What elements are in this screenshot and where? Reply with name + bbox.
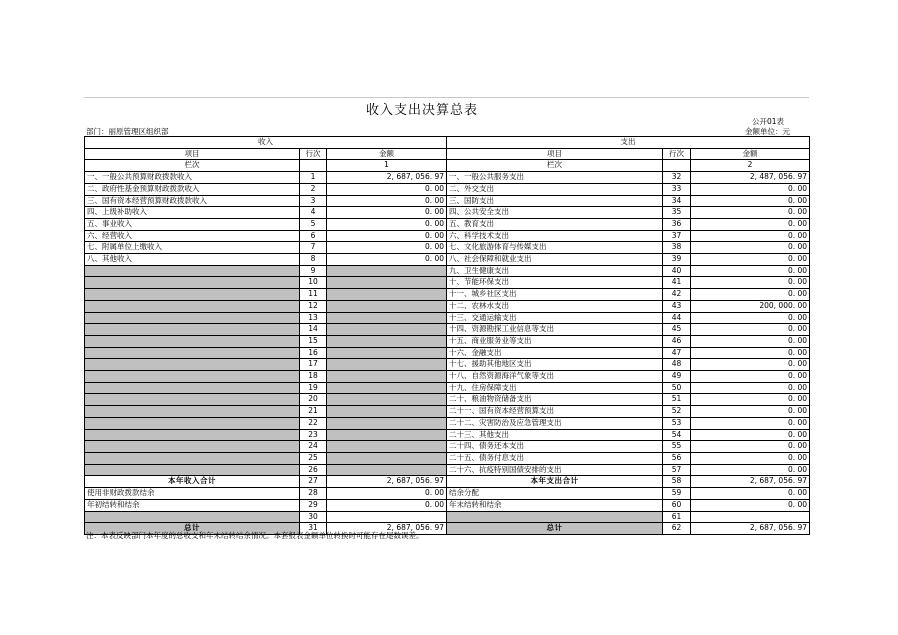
income-row-no: 2 [300,183,327,195]
expense-item: 结余分配 [447,488,663,500]
expense-amount-header: 金额 [691,148,810,160]
expense-header: 支出 [447,137,810,149]
table-row [85,488,810,500]
income-row-no: 30 [300,511,327,523]
income-column-label: 栏次 [85,160,300,172]
expense-item: 十六、金融支出 [447,347,663,359]
expense-item: 十四、资源勘探工业信息等支出 [447,324,663,336]
expense-amount: 0. 00 [691,230,810,242]
income-amount [327,464,447,476]
income-item: 年初结转和结余 [85,499,300,511]
expense-amount: 0. 00 [691,406,810,418]
table-row [85,511,810,523]
expense-item-header: 项目 [447,148,663,160]
expense-grand-label: 总计 [447,523,663,535]
expense-row-no: 54 [663,429,691,441]
table-row [85,359,810,371]
expense-amount: 0. 00 [691,417,810,429]
income-amount [327,394,447,406]
table-row [85,312,810,324]
income-item [85,452,300,464]
expense-item: 八、社会保障和就业支出 [447,254,663,266]
table-row [85,300,810,312]
section-header-row [85,137,810,149]
expense-amount: 0. 00 [691,452,810,464]
income-row-no: 4 [300,207,327,219]
income-row-no: 21 [300,406,327,418]
table-row [85,265,810,277]
income-row-no: 10 [300,277,327,289]
department-label: 部门：丽原管理区组织部 [86,127,169,136]
income-item [85,441,300,453]
table-row [85,347,810,359]
income-item [85,464,300,476]
income-row-no: 14 [300,324,327,336]
income-amount [327,452,447,464]
income-row-no: 11 [300,289,327,301]
expense-amount: 0. 00 [691,207,810,219]
expense-amount: 200, 000. 00 [691,300,810,312]
expense-row-no: 47 [663,347,691,359]
table-row [85,417,810,429]
expense-row-no: 39 [663,254,691,266]
income-row-no: 28 [300,488,327,500]
expense-amount: 0. 00 [691,183,810,195]
income-amount [327,417,447,429]
income-item: 三、国有资本经营预算财政拨款收入 [85,195,300,207]
expense-item: 十七、援助其他地区支出 [447,359,663,371]
expense-row-no: 49 [663,371,691,383]
expense-amount: 0. 00 [691,359,810,371]
expense-amount: 0. 00 [691,312,810,324]
expense-row-no: 60 [663,499,691,511]
expense-row-no: 45 [663,324,691,336]
expense-amount: 0. 00 [691,218,810,230]
table-row [85,254,810,266]
income-amount: 0. 00 [327,242,447,254]
income-grand-label: 总计 [85,523,300,535]
income-amount: 0. 00 [327,207,447,219]
expense-item: 二、外交支出 [447,183,663,195]
income-row-no: 24 [300,441,327,453]
income-item [85,382,300,394]
income-item [85,394,300,406]
expense-amount: 0. 00 [691,499,810,511]
expense-item: 十五、商业服务业等支出 [447,335,663,347]
report-title: 收入支出决算总表 [365,103,478,118]
income-amount: 0. 00 [327,488,447,500]
form-code: 公开01表 [752,117,785,126]
income-item [85,277,300,289]
expense-amount: 0. 00 [691,382,810,394]
income-item: 使用非财政拨款结余 [85,488,300,500]
expense-row-no: 37 [663,230,691,242]
expense-row-no: 35 [663,207,691,219]
expense-amount [691,511,810,523]
table-row [85,335,810,347]
table-row [85,207,810,219]
expense-row-no: 42 [663,289,691,301]
table-row [85,195,810,207]
income-row-no: 17 [300,359,327,371]
income-amount: 0. 00 [327,230,447,242]
expense-amount: 0. 00 [691,289,810,301]
income-item [85,429,300,441]
expense-item: 三、国防支出 [447,195,663,207]
income-row-no: 19 [300,382,327,394]
expense-item: 十、节能环保支出 [447,277,663,289]
income-amount: 0. 00 [327,254,447,266]
income-row-no: 1 [300,172,327,184]
table-row [85,172,810,184]
expense-item: 年末结转和结余 [447,499,663,511]
income-amount: 0. 00 [327,195,447,207]
expense-row-no: 44 [663,312,691,324]
expense-row-no: 59 [663,488,691,500]
income-amount [327,289,447,301]
table-row [85,429,810,441]
expense-grand-amount: 2, 687, 056. 97 [691,523,810,535]
table-row [85,183,810,195]
income-row-no: 23 [300,429,327,441]
income-amount [327,277,447,289]
income-amount [327,335,447,347]
table-row [85,230,810,242]
expense-column-number: 2 [691,160,810,172]
expense-row-no: 50 [663,382,691,394]
income-amount [327,382,447,394]
income-item [85,324,300,336]
expense-row-no: 43 [663,300,691,312]
income-column-number: 1 [327,160,447,172]
income-total-amount: 2, 687, 056. 97 [327,476,447,488]
expense-amount: 0. 00 [691,324,810,336]
income-total-row-no: 27 [300,476,327,488]
title-row [84,97,809,120]
expense-item: 十三、交通运输支出 [447,312,663,324]
income-row-no: 18 [300,371,327,383]
expense-row-no: 36 [663,218,691,230]
expense-amount: 0. 00 [691,254,810,266]
table-row [85,406,810,418]
income-item [85,406,300,418]
expense-total-label: 本年支出合计 [447,476,663,488]
income-amount [327,347,447,359]
unit-label: 金额单位：元 [745,127,790,136]
expense-item: 五、教育支出 [447,218,663,230]
income-row-no: 25 [300,452,327,464]
income-row-no: 5 [300,218,327,230]
expense-amount: 0. 00 [691,335,810,347]
income-amount: 2, 687, 056. 97 [327,172,447,184]
expense-item [447,511,663,523]
income-row-no: 6 [300,230,327,242]
expense-item: 四、公共安全支出 [447,207,663,219]
expense-row-no: 40 [663,265,691,277]
expense-amount: 0. 00 [691,429,810,441]
expense-column-blank [663,160,691,172]
income-amount: 0. 00 [327,499,447,511]
expense-item: 六、科学技术支出 [447,230,663,242]
income-item [85,265,300,277]
expense-row-no: 41 [663,277,691,289]
table-row [85,499,810,511]
income-item [85,371,300,383]
income-item: 二、政府性基金预算财政拨款收入 [85,183,300,195]
income-item: 六、经营收入 [85,230,300,242]
income-item [85,289,300,301]
income-amount [327,429,447,441]
income-item [85,359,300,371]
expense-row-no: 32 [663,172,691,184]
expense-row-no: 33 [663,183,691,195]
expense-item: 十一、城乡社区支出 [447,289,663,301]
income-item: 七、附属单位上缴收入 [85,242,300,254]
expense-amount: 0. 00 [691,371,810,383]
expense-row-no: 53 [663,417,691,429]
expense-item: 一、一般公共服务支出 [447,172,663,184]
expense-item: 二十、粮油物资储备支出 [447,394,663,406]
income-item [85,511,300,523]
income-item: 四、上级补助收入 [85,207,300,219]
expense-column-label: 栏次 [447,160,663,172]
expense-row-no: 48 [663,359,691,371]
income-row-no: 22 [300,417,327,429]
expense-amount: 0. 00 [691,441,810,453]
income-item [85,312,300,324]
income-row-no: 20 [300,394,327,406]
expense-row-no: 61 [663,511,691,523]
income-item [85,300,300,312]
expense-amount: 0. 00 [691,242,810,254]
income-amount [327,324,447,336]
expense-total-amount: 2, 687, 056. 97 [691,476,810,488]
income-total-label: 本年收入合计 [85,476,300,488]
expense-item: 十二、农林水支出 [447,300,663,312]
income-item [85,347,300,359]
income-amount [327,312,447,324]
income-header: 收入 [85,137,447,149]
expense-row-no: 56 [663,452,691,464]
income-amount-header: 金额 [327,148,447,160]
expense-item: 九、卫生健康支出 [447,265,663,277]
column-number-row [85,160,810,172]
table-row [85,218,810,230]
income-grand-row-no: 31 [300,523,327,535]
table-row [85,277,810,289]
income-grand-amount: 2, 687, 056. 97 [327,523,447,535]
income-item [85,335,300,347]
expense-amount: 0. 00 [691,195,810,207]
expense-item: 二十六、抗疫特别国债安排的支出 [447,464,663,476]
income-column-blank [300,160,327,172]
expense-amount: 2, 487, 056. 97 [691,172,810,184]
expense-rowno-header: 行次 [663,148,691,160]
expense-item: 十八、自然资源海洋气象等支出 [447,371,663,383]
expense-grand-row-no: 62 [663,523,691,535]
table-row [85,464,810,476]
income-row-no: 3 [300,195,327,207]
column-header-row [85,148,810,160]
income-rowno-header: 行次 [300,148,327,160]
expense-row-no: 57 [663,464,691,476]
income-item [85,417,300,429]
expense-amount: 0. 00 [691,464,810,476]
expense-row-no: 51 [663,394,691,406]
expense-amount: 0. 00 [691,265,810,277]
income-amount [327,371,447,383]
income-amount [327,511,447,523]
expense-row-no: 38 [663,242,691,254]
expense-item: 七、文化旅游体育与传媒支出 [447,242,663,254]
table-row [85,441,810,453]
expense-row-no: 55 [663,441,691,453]
income-row-no: 12 [300,300,327,312]
income-row-no: 26 [300,464,327,476]
year-total-row [85,476,810,488]
table-row [85,324,810,336]
income-amount [327,359,447,371]
income-row-no: 9 [300,265,327,277]
expense-amount: 0. 00 [691,394,810,406]
footnote: 注：本表反映部门本年度的总收支和年末结转结余情况。本套报表金额单位转换时可能存在尾数误差。 [86,531,424,540]
expense-total-row-no: 58 [663,476,691,488]
income-amount [327,406,447,418]
expense-row-no: 52 [663,406,691,418]
table-row [85,382,810,394]
table-row [85,452,810,464]
income-amount: 0. 00 [327,218,447,230]
expense-item: 二十四、债务还本支出 [447,441,663,453]
expense-amount: 0. 00 [691,488,810,500]
expense-amount: 0. 00 [691,277,810,289]
expense-amount: 0. 00 [691,347,810,359]
income-amount [327,441,447,453]
expense-item: 二十一、国有资本经营预算支出 [447,406,663,418]
income-row-no: 16 [300,347,327,359]
table-row [85,394,810,406]
expense-row-no: 46 [663,335,691,347]
income-amount [327,265,447,277]
income-row-no: 8 [300,254,327,266]
table-row [85,289,810,301]
expense-item: 二十三、其他支出 [447,429,663,441]
income-row-no: 7 [300,242,327,254]
income-item: 八、其他收入 [85,254,300,266]
income-item: 一、一般公共预算财政拨款收入 [85,172,300,184]
expense-item: 十九、住房保障支出 [447,382,663,394]
income-amount: 0. 00 [327,183,447,195]
expense-item: 二十五、债务付息支出 [447,452,663,464]
income-row-no: 29 [300,499,327,511]
table-row [85,242,810,254]
expense-item: 二十二、灾害防治及应急管理支出 [447,417,663,429]
income-row-no: 13 [300,312,327,324]
income-item-header: 项目 [85,148,300,160]
income-item: 五、事业收入 [85,218,300,230]
summary-table [84,136,810,535]
income-amount [327,300,447,312]
income-row-no: 15 [300,335,327,347]
table-row [85,371,810,383]
expense-row-no: 34 [663,195,691,207]
